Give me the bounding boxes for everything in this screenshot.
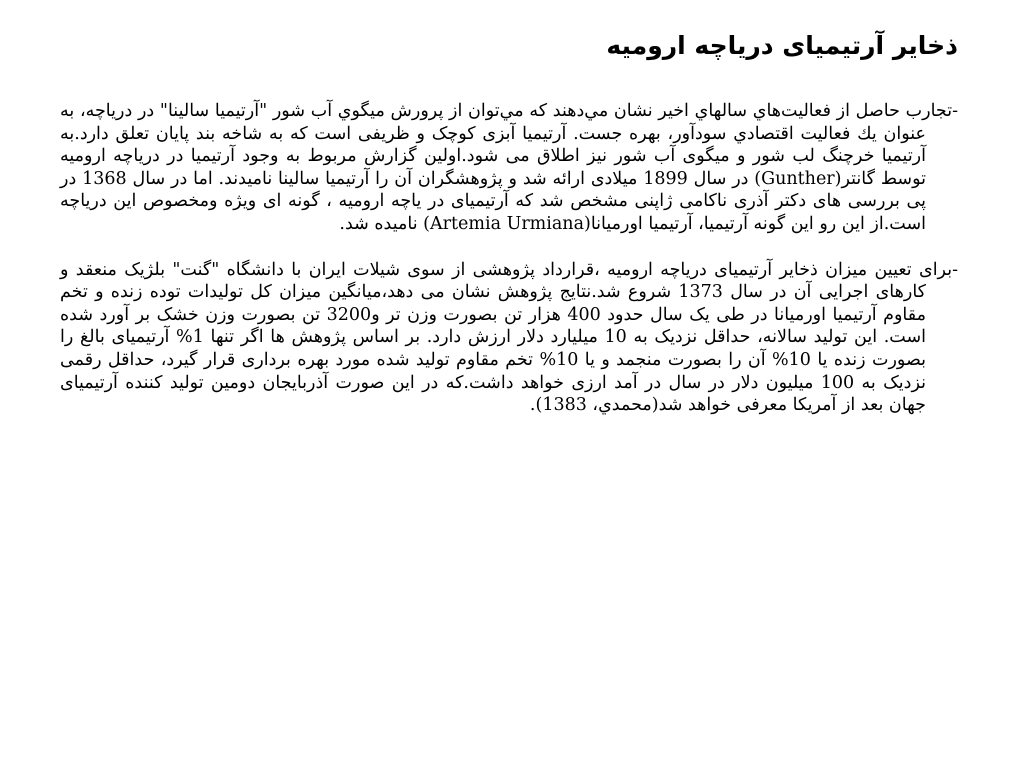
paragraph-reserves: -برای تعیین میزان ذخایر آرتیمیای دریاچه ارومیه ،قرارداد پژوهشی از سوی شیلات ایران با دانشگاه "گنت" بلژیک منعقد و کارهای اجرایی آن در سال 1373 شروع شد.نتایج پژوهش نشان می دهد،میانگین میزان کل تولیدات توده زنده و تخم مقاوم آرتیمیا اورمیانا در طی یک سال حدود 400 هزار تن بصورت وزن تر و3200 تن بصورت وزن خشک بر آورد شده است. این تولید سالانه، حداقل نزدیک به 10 میلیارد دلار ارزش دارد. بر اساس پژوهش ها اگر تنها 1% آرتیمیای بالغ را بصورت زنده یا 10% آن را بصورت منجمد و یا 10% تخم مقاوم تولید شده مورد بهره برداری قرار گیرد، حداقل رقمی نزدیک به 100 میلیون دلار در سال در آمد ارزی خواهد داشت.که در این صورت آذربایجان دومین تولید کننده آرتیمیای جهان بعد از آمریکا معرفی خواهد شد(محمدي، 1383). (60, 259, 958, 416)
paragraph-history: -تجارب حاصل از فعاليت‌هاي سالهاي اخير نشان مي‌دهند كه مي‌توان از پرورش ميگوي آب شور "آرتيميا سالينا" در درياچه، به عنوان يك فعاليت اقتصادي سودآور، بهره جست. آرتیمیا آبزی کوچک و ظریفی است که به شاخه بند پایان تعلق دارد.به آرتیمیا خرچنگ لب شور و میگوی آب شور نیز اطلاق می شود.اولین گزارش مربوط به وجود آرتیمیا در دریاچه ارومیه توسط گانتر(Gunther) در سال 1899 میلادی ارائه شد و پژوهشگران آن را آرتیمیا سالینا نامیدند. اما در سال 1368 در پی بررسی های دکتر آذری ناکامی ژاپنی مشخص شد که آرتیمیای در یاچه ارومیه ، گونه ای ویژه ومخصوص این دریاچه است.از این رو این گونه آرتیمیا، آرتیمیا اورمیانا(Artemia Urmiana) نامیده شد. (60, 101, 958, 234)
slide-body (60, 100, 958, 440)
slide-title: ذخایر آرتیمیای دریاچه ارومیه (606, 31, 958, 60)
